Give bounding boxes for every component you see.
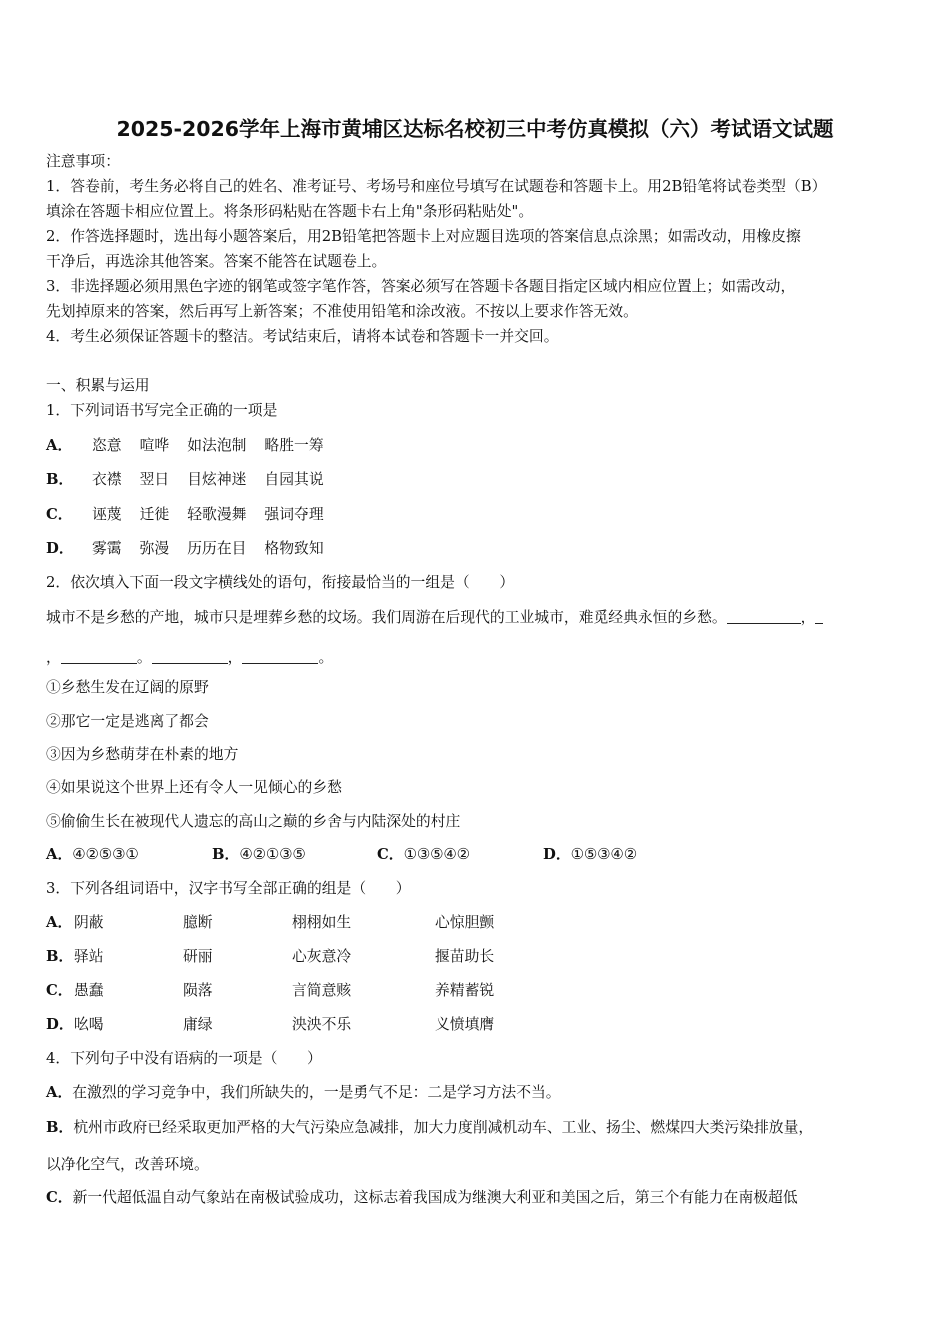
- option-label: C．: [46, 1189, 73, 1206]
- option-text: ①③⑤④②: [403, 846, 470, 863]
- option-word: 栩栩如生: [292, 914, 352, 931]
- option-word: 翌日: [139, 471, 170, 488]
- section-heading: 一、积累与运用: [46, 377, 150, 394]
- option-b-continued: 以净化空气，改善环境。: [46, 1156, 209, 1173]
- option-b: [46, 947, 906, 967]
- option-label: B．: [212, 846, 240, 863]
- option-word: 愚蠢: [74, 982, 104, 999]
- option-word: 庸绿: [183, 1016, 213, 1033]
- option-word: 心灰意冷: [292, 948, 352, 965]
- option-label: B．: [46, 471, 74, 488]
- notice-line: 2．作答选择题时，选出每小题答案后，用2B铅笔把答题卡上对应题目选项的答案信息点涂黑；如需改动，用橡皮擦: [46, 228, 801, 245]
- option-word: 自园其说: [264, 471, 324, 488]
- option-text: ④②①③⑤: [239, 846, 306, 863]
- option-label: D．: [46, 540, 74, 557]
- option-a: [46, 436, 342, 456]
- answer-blank[interactable]: [61, 649, 137, 664]
- option-text: ①⑤③④②: [570, 846, 637, 863]
- option-word: 恣意: [92, 437, 122, 454]
- option-text: 新一代超低温自动气象站在南极试验成功，这标志着我国成为继澳大利亚和美国之后，第三个有能力在南极超低: [72, 1189, 798, 1206]
- notice-line: 4．考生必须保证答题卡的整洁。考试结束后，请将本试卷和答题卡一并交回。: [46, 328, 559, 345]
- option-word: 揠苗助长: [435, 948, 495, 965]
- option-a: [46, 913, 906, 933]
- sentence-item: ①乡愁生发在辽阔的原野: [46, 679, 209, 696]
- answer-blank[interactable]: [242, 649, 318, 664]
- passage-punct: ，: [800, 609, 816, 626]
- passage-line: [46, 648, 333, 668]
- passage-punct: ，: [46, 649, 61, 666]
- option-label: C．: [377, 846, 404, 863]
- option-a: [46, 1083, 561, 1103]
- option-d: [46, 1015, 906, 1035]
- option-word: 陨落: [183, 982, 213, 999]
- notice-line: 1．答卷前，考生务必将自己的姓名、准考证号、考场号和座位号填写在试题卷和答题卡上。用2B铅笔将试卷类型（B）: [46, 178, 827, 195]
- option-word: 衣襟: [92, 471, 122, 488]
- sentence-item: ③因为乡愁萌芽在朴素的地方: [46, 746, 239, 763]
- option-word: 目炫神迷: [187, 471, 247, 488]
- option-word: 吆喝: [74, 1016, 104, 1033]
- option-label: B．: [46, 948, 74, 965]
- option-word: 喧哗: [139, 437, 170, 454]
- notice-heading: 注意事项：: [46, 153, 120, 170]
- option-word: 义愤填膺: [435, 1016, 495, 1033]
- question-stem: 3．下列各组词语中，汉字书写全部正确的组是（ ）: [46, 880, 411, 897]
- passage-punct: 。: [136, 649, 152, 666]
- notice-line: 填涂在答题卡相应位置上。将条形码粘贴在答题卡右上角"条形码粘贴处"。: [46, 203, 534, 220]
- sentence-item: ④如果说这个世界上还有令人一见倾心的乡愁: [46, 779, 342, 796]
- option-word: 言简意赅: [292, 982, 352, 999]
- option-word: 驿站: [74, 948, 104, 965]
- option-word: 迁徙: [139, 506, 170, 523]
- option-label: D．: [46, 1016, 74, 1033]
- answer-blank[interactable]: [727, 609, 801, 624]
- option-word: 阴蔽: [74, 914, 104, 931]
- option-label: B．: [46, 1119, 74, 1136]
- option-word: 养精蓄锐: [435, 982, 495, 999]
- option-word: 诬蔑: [92, 506, 122, 523]
- question-stem: 2．依次填入下面一段文字横线处的语句，衔接最恰当的一组是（ ）: [46, 574, 515, 591]
- option-row: [46, 845, 906, 865]
- option-word: 历历在目: [187, 540, 247, 557]
- notice-line: 3．非选择题必须用黑色字迹的钢笔或签字笔作答，答案必须写在答题卡各题目指定区域内相应位置上；如需改动，: [46, 278, 796, 295]
- option-c: [46, 505, 342, 525]
- option-word: 轻歌漫舞: [187, 506, 247, 523]
- option-text: 在激烈的学习竞争中，我们所缺失的，一是勇气不足：二是学习方法不当。: [72, 1084, 561, 1101]
- option-label: C．: [46, 506, 73, 523]
- option-b: [46, 470, 342, 490]
- notice-line: 先划掉原来的答案，然后再写上新答案；不准使用铅笔和涂改液。不按以上要求作答无效。: [46, 303, 638, 320]
- option-text: ④②⑤③①: [72, 846, 139, 863]
- question-stem: 1．下列词语书写完全正确的一项是: [46, 402, 278, 419]
- notice-line: 干净后，再选涂其他答案。答案不能答在试题卷上。: [46, 253, 387, 270]
- option-c: [46, 981, 906, 1001]
- option-word: 心惊胆颤: [435, 914, 495, 931]
- option-label: A．: [46, 437, 73, 454]
- option-label: C．: [46, 982, 73, 999]
- option-d: [46, 539, 342, 559]
- option-word: 弥漫: [139, 540, 170, 557]
- option-word: 略胜一筹: [264, 437, 324, 454]
- option-word: 如法泡制: [187, 437, 247, 454]
- option-label: A．: [46, 1084, 73, 1101]
- option-text: 杭州市政府已经采取更加严格的大气污染应急减排，加大力度削减机动车、工业、扬尘、燃煤四大类污染排放量，: [73, 1119, 814, 1136]
- passage-punct: ，: [227, 649, 243, 666]
- question-stem: 4．下列句子中没有语病的一项是（ ）: [46, 1050, 322, 1067]
- option-word: 泱泱不乐: [292, 1016, 352, 1033]
- option-word: 研丽: [183, 948, 213, 965]
- option-word: 臆断: [183, 914, 213, 931]
- option-word: 强词夺理: [264, 506, 324, 523]
- option-label: A．: [46, 846, 73, 863]
- option-label: A．: [46, 914, 73, 931]
- passage-line: [46, 608, 823, 628]
- passage-punct: 。: [318, 649, 334, 666]
- option-c: [46, 1188, 798, 1208]
- sentence-item: ②那它一定是逃离了都会: [46, 713, 209, 730]
- passage-text: 城市不是乡愁的产地，城市只是埋葬乡愁的坟场。我们周游在后现代的工业城市，难觅经典永恒的乡愁。: [46, 609, 727, 626]
- option-word: 格物致知: [264, 540, 324, 557]
- sentence-item: ⑤偷偷生长在被现代人遗忘的高山之巅的乡舍与内陆深处的村庄: [46, 813, 461, 830]
- option-b: [46, 1118, 813, 1138]
- option-word: 雾霭: [92, 540, 122, 557]
- answer-blank[interactable]: [815, 609, 823, 624]
- option-label: D．: [543, 846, 571, 863]
- page-title: 2025-2026学年上海市黄埔区达标名校初三中考仿真模拟（六）考试语文试题: [116, 117, 834, 141]
- answer-blank[interactable]: [152, 649, 228, 664]
